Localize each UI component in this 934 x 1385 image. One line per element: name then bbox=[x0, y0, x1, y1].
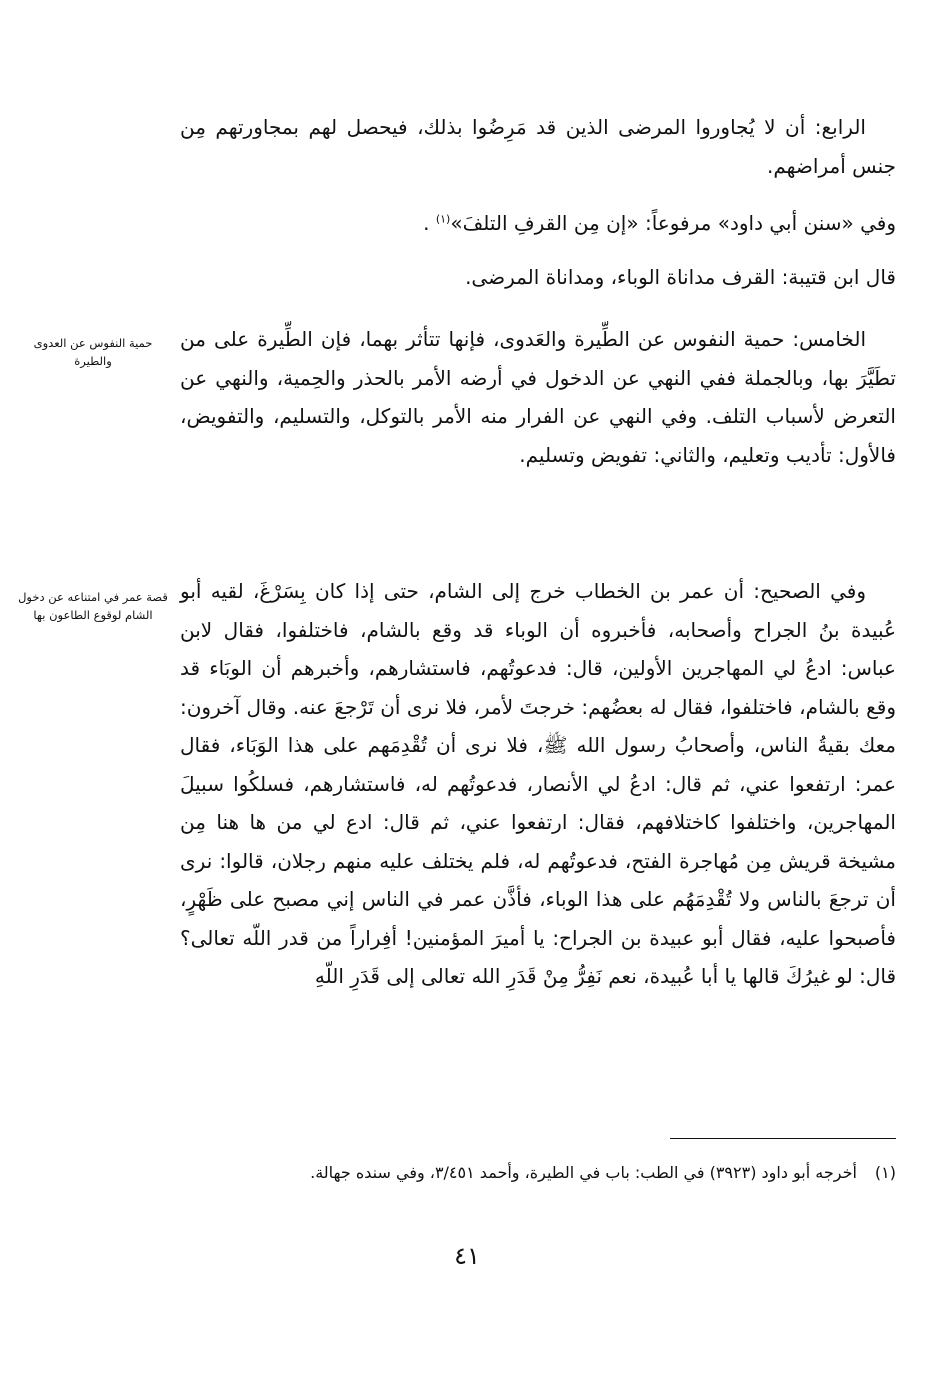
footnote-text: أخرجه أبو داود (٣٩٢٣) في الطب: باب في الطيرة، وأحمد ٣/٤٥١، وفي سنده جهالة. bbox=[310, 1163, 857, 1182]
paragraph-fifth bbox=[180, 320, 896, 474]
paragraph-text: الرابع: أن لا يُجاوروا المرضى الذين قد مَرِضُوا بذلك، فيحصل لهم بمجاورتهم مِن جنس أمراضهم. bbox=[180, 115, 896, 178]
paragraph-text: وفي الصحيح: أن عمر بن الخطاب خرج إلى الشام، حتى إذا كان بِسَرْغَ، لقيه أبو عُبيدة بنُ الجراح وأصحابه، فأخبروه أن الوباء قد وقع بالشام، فاختلفوا، فقال لابن عباس: ادعُ لي المهاجرين الأولين، قال: فدعوتُهم، فاستشارهم، وأخبرهم أن الوبَاء قد وقع بالشام، فاختلفوا، فقال له بعضُهم: خرجتَ لأمر، فلا نرى أن تَرْجعَ عنه. وقال آخرون: معك بقيةُ الناس، وأصحابُ رسول الله ﷺ، فلا نرى أن تُقْدِمَهم على هذا الوَبَاء، فقال عمر: ارتفعوا عني، ثم قال: ادعُ لي الأنصار، فدعوتُهم له، فاستشارهم، فسلكُوا سبيلَ المهاجرين، واختلفوا كاختلافهم، فقال: ارتفعوا عني، ثم قال: ادع لي من ها هنا مِن مشيخة قريش مِن مُهاجرة الفتح، فدعوتُهم له، فلم يختلف عليه منهم رجلان، قالوا: نرى أن ترجعَ بالناس ولا تُقْدِمَهُم على هذا الوباء، فأذَّن عمر في الناس إني مصبح على ظَهْرٍ، فأصبحوا عليه، فقال أبو عبيدة بن الجراح: يا أميرَ المؤمنين! أفِراراً من قدر اللّه تعالى؟ قال: لو غيرُكَ قالها يا أبا عُبيدة، نعم نَفِرُّ مِنْ قَدَرِ الله تعالى إلى قَدَرِ اللّهِ bbox=[180, 579, 896, 988]
footnote-separator bbox=[670, 1138, 896, 1139]
footnote-reference[interactable]: (١) bbox=[435, 212, 451, 226]
paragraph-sahih bbox=[180, 572, 896, 996]
page-number: ٤١ bbox=[454, 1242, 480, 1270]
footnote bbox=[180, 1158, 896, 1188]
paragraph-ibn-qutayba bbox=[180, 258, 926, 297]
margin-note-protection: حمية النفوس عن العدوى والطيرة bbox=[33, 336, 153, 368]
paragraph-abu-dawud bbox=[180, 204, 926, 243]
paragraph-text: الخامس: حمية النفوس عن الطِّيرة والعَدوى، فإنها تتأثر بهما، فإن الطِّيرة على من تطَيَّرَ بها، وبالجملة ففي النهي عن الدخول في أرضه الأمر بالحذر والحِمية، والنهي عن التعرض لأسباب التلف. وفي النهي عن الفرار منه الأمر بالتوكل، والتسليم، والتفويض، فالأول: تأديب وتعليم، والثاني: تفويض وتسليم. bbox=[180, 327, 896, 467]
paragraph-end: . bbox=[423, 211, 430, 235]
paragraph-fourth bbox=[180, 108, 896, 185]
paragraph-text: وفي «سنن أبي داود» مرفوعاً: «إن مِن القرفِ التلفَ» bbox=[450, 211, 896, 235]
paragraph-text: قال ابن قتيبة: القرف مداناة الوباء، ومداناة المرضى. bbox=[465, 265, 896, 289]
footnote-number: (١) bbox=[874, 1163, 896, 1182]
margin-note-umar-story: قصة عمر في امتناعه عن دخول الشام لوقوع الطاعون بها bbox=[18, 590, 168, 622]
